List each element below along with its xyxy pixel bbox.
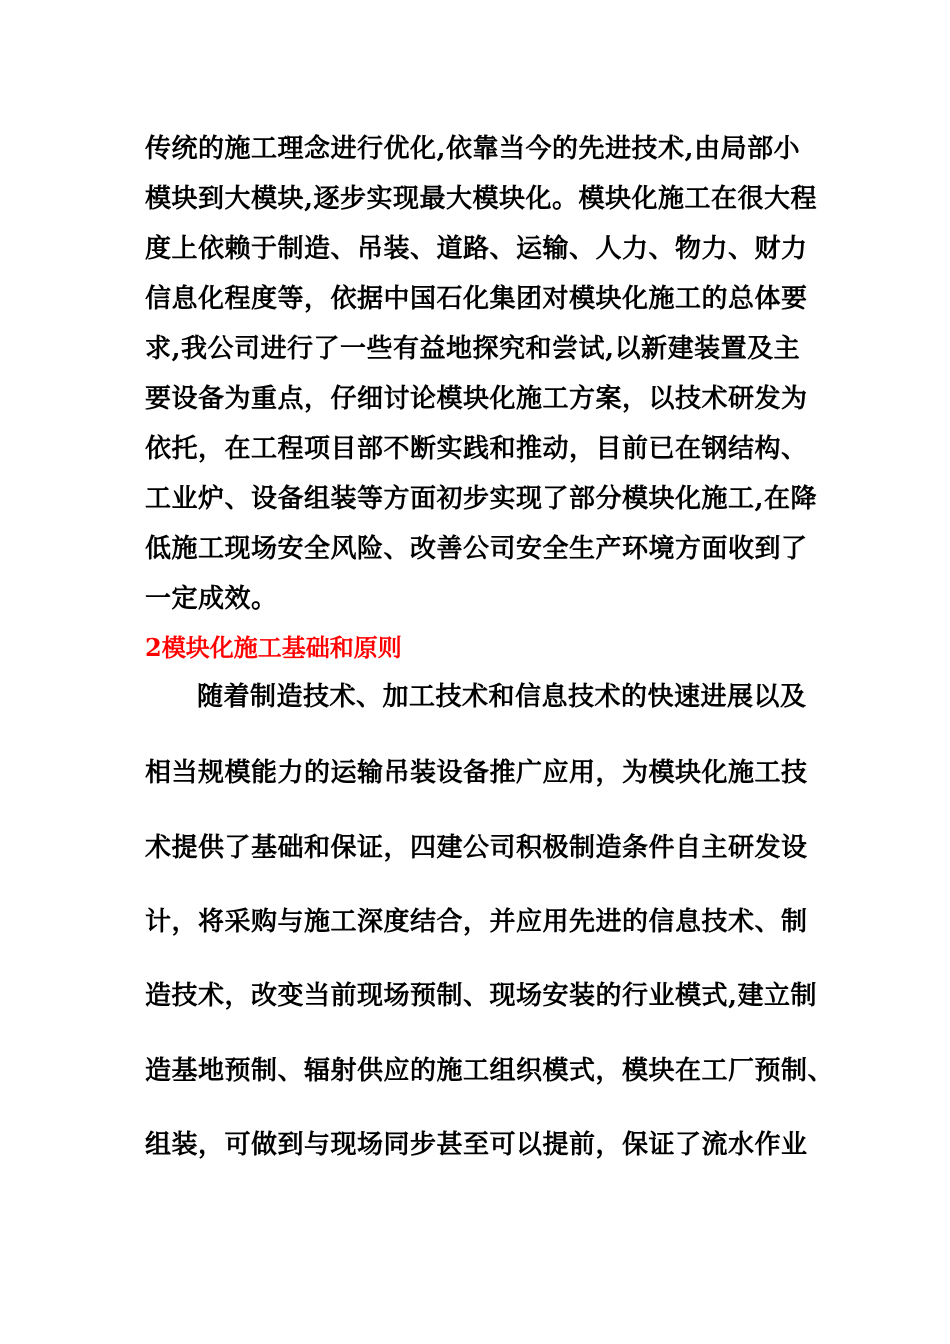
paragraph-2-line-6: 造基地预制、辐射供应的施工组织模式，模块在工厂预制、 xyxy=(145,1056,835,1086)
paragraph-1-line-1: 传统的施工理念进行优化,依靠当今的先进技术,由局部小 xyxy=(145,134,801,164)
section-heading: 2模块化施工基础和原则 xyxy=(145,633,402,662)
paragraph-1-line-3: 度上依赖于制造、吊装、道路、运输、人力、物力、财力 xyxy=(145,234,808,264)
paragraph-2-line-1: 随着制造技术、加工技术和信息技术的快速进展以及 xyxy=(197,682,807,712)
paragraph-1-line-6: 要设备为重点，仔细讨论模块化施工方案，以技术研发为 xyxy=(145,384,808,414)
paragraph-1-line-5: 求,我公司进行了一些有益地探究和尝试,以新建装置及主 xyxy=(145,334,801,364)
paragraph-1-line-10: 一定成效。 xyxy=(145,584,278,614)
paragraph-1-line-9: 低施工现场安全风险、改善公司安全生产环境方面收到了 xyxy=(145,534,808,564)
paragraph-2-line-3: 术提供了基础和保证，四建公司积极制造条件自主研发设 xyxy=(145,833,808,863)
paragraph-2-line-2: 相当规模能力的运输吊装设备推广应用，为模块化施工技 xyxy=(145,758,808,788)
paragraph-1-line-8: 工业炉、设备组装等方面初步实现了部分模块化施工,在降 xyxy=(145,484,818,514)
paragraph-2-line-4: 计，将采购与施工深度结合，并应用先进的信息技术、制 xyxy=(145,907,808,937)
paragraph-1-line-7: 依托，在工程项目部不断实践和推动，目前已在钢结构、 xyxy=(145,434,808,464)
paragraph-2-line-5: 造技术，改变当前现场预制、现场安装的行业模式,建立制 xyxy=(145,981,818,1011)
paragraph-2-line-7: 组装，可做到与现场同步甚至可以提前，保证了流水作业 xyxy=(145,1130,808,1160)
paragraph-1-line-2: 模块到大模块,逐步实现最大模块化。模块化施工在很大程 xyxy=(145,184,818,214)
paragraph-1-line-4: 信息化程度等，依据中国石化集团对模块化施工的总体要 xyxy=(145,284,808,314)
